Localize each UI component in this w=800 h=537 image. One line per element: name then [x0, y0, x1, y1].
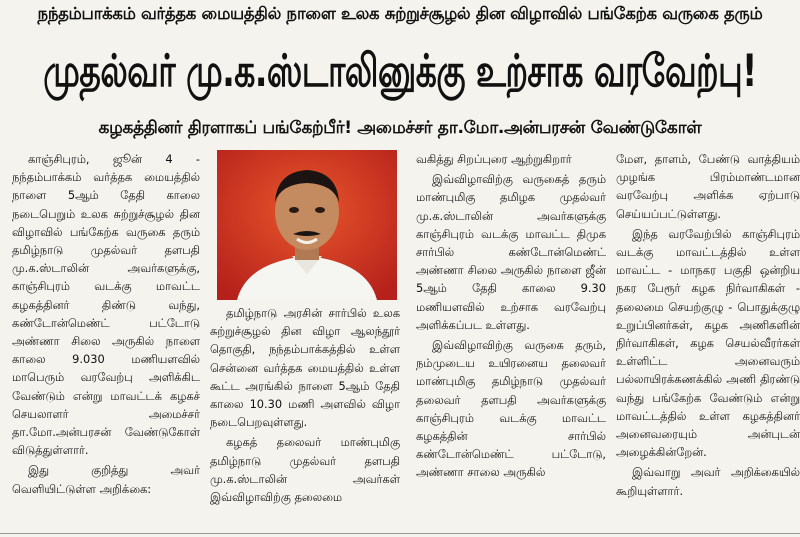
- paragraph: கழகத் தலைவர் மாண்புமிகு தமிழ்நாடு முதல்வர் தளபதி மு.க.ஸ்டாலின் அவர்கள் இவ்விழாவிற்கு தலைமை: [210, 435, 400, 505]
- article-column-4: [616, 150, 800, 535]
- paragraph: வகித்து சிறப்புரை ஆற்றுகிறார்: [416, 152, 572, 166]
- paragraph: காஞ்சிபுரம், ஜூன் 4 - நந்தம்பாக்கம் வர்த்தக மையத்தில் நாளை 5ஆம் தேதி காலை நடைபெறும் உலக சுற்றுச்சூழல் தின விழாவில் பங்கேற்க வருகை தரும் தமிழ்நாடு முதல்வர் தளபதி மு.க.ஸ்டாலின் அவர்களுக்கு, காஞ்சிபுரம் வடக்கு மாவட்ட கழகத்தினர் திண்டு வந்து, கண்டோன்மெண்ட் பட்டோடு அண்ணா சிலை அருகில் நாளை காலை 9.030 மணியளவில் மாபெரும் வரவேற்பு அளிக்கிட வேண்டும் என்று மாவட்டக் கழகச் செயலாளர் அமைச்சர் தா.மோ.அன்பரசன் வேண்டுகோள் விடுத்துள்ளார்.: [12, 152, 200, 458]
- paragraph: இது குறித்து அவர் வெளியிட்டுள்ள அறிக்கை:: [12, 463, 200, 496]
- article-column-1: [12, 150, 200, 535]
- paragraph: இவ்விழாவிற்கு வருகை தரும், நம்முடைய உயிரனைய தலைவர் மாண்புமிகு தமிழ்நாடு முதல்வர் தலைவர் தளபதி அவர்களுக்கு காஞ்சிபுரம் வடக்கு மாவட்ட கழகத்தின் சார்பில் கண்டோன்மெண்ட் பட்டோடு, அண்ணா சாலை அருகில்: [416, 338, 606, 480]
- article-column-3: [416, 150, 606, 535]
- headline: முதல்வர் மு.க.ஸ்டாலினுக்கு உற்சாக வரவேற்பு!: [43, 44, 757, 97]
- paragraph: இந்த வரவேற்பில் காஞ்சிபுரம் வடக்கு மாவட்டத்தில் உள்ள மாவட்ட - மாநகர பகுதி ஒன்றிய நகர பேரூர் கழக நிர்வாகிகள் - தலைமை செயற்குழு - பொதுக்குழு உறுப்பினர்கள், கழக அணிகளின் நிர்வாகிகள், கழக செயல்வீரர்கள் உள்ளிட்ட அனைவரும் பல்லாயிரக்கணக்கில் அணி திரண்டு வந்து பங்கேற்க வேண்டும் என்று மாவட்டத்தில் உள்ள கழகத்தினர் அனைவரையும் அன்புடன் அழைக்கின்றேன்.: [616, 226, 800, 460]
- subheadline: கழகத்தினர் திரளாகப் பங்கேற்பீர்! அமைச்சர் தா.மோ.அன்பரசன் வேண்டுகோள்: [98, 118, 702, 138]
- bottom-divider: [0, 533, 800, 534]
- paragraph: மேள, தாளம், பேண்டு வாத்தியம் முழங்க பிரம்மாண்டமான வரவேற்பு அளிக்க ஏற்பாடு செய்யப்பட்டுள்ளது.: [616, 152, 800, 221]
- portrait-icon: [217, 150, 397, 300]
- kicker-line: நந்தம்பாக்கம் வர்த்தக மையத்தில் நாளை உலக சுற்றுச்சூழல் தின விழாவில் பங்கேற்க வருகை தரும்: [37, 4, 763, 23]
- portrait-photo: [217, 150, 397, 300]
- article-column-2: [210, 304, 400, 535]
- paragraph: தமிழ்நாடு அரசின் சார்பில் உலக சுற்றுச்சூழல் தின விழா ஆலந்தூர் தொகுதி, நந்தம்பாக்கத்தில் உள்ள சென்னை வர்த்தக மையத்தில் உள்ள கூட்ட அரங்கில் நாளை 5ஆம் தேதி காலை 10.30 மணி அளவில் விழா நடைபெறவுள்ளது.: [210, 306, 400, 430]
- paragraph: இவ்வாறு அவர் அறிக்கையில் கூறியுள்ளார்.: [616, 465, 800, 498]
- paragraph: இவ்விழாவிற்கு வருகைத் தரும் மாண்புமிகு தமிழக முதல்வர் மு.க.ஸ்டாலின் அவர்களுக்கு காஞ்சிபுரம் வடக்கு மாவட்ட திமுக சார்பில் கண்டோன்மெண்ட் அண்ணா சிலை அருகில் நாளை ஜீன் 5ஆம் தேதி காலை 9.30 மணியளவில் உற்சாக வரவேற்பு அளிக்கப்பட உள்ளது.: [416, 172, 606, 332]
